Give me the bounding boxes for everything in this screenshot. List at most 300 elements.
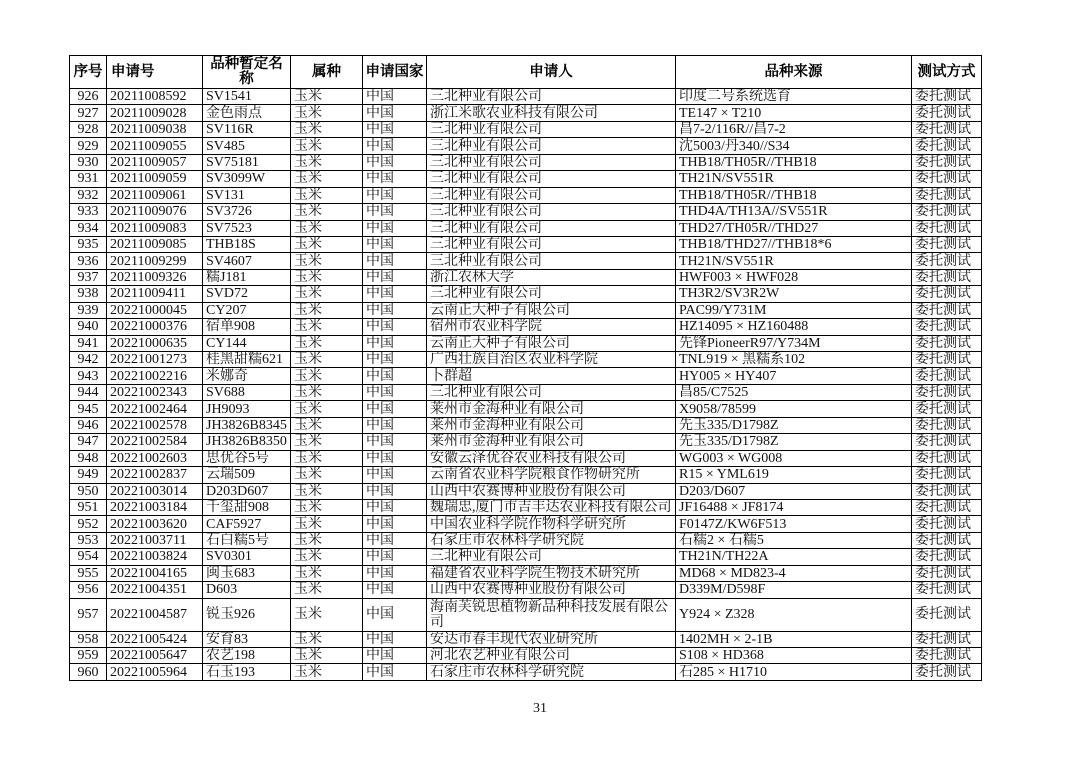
- cell-country: 中国: [363, 549, 427, 565]
- table-row: [70, 368, 982, 384]
- cell-applicant: 三北种业有限公司: [427, 89, 676, 105]
- table-row: [70, 467, 982, 483]
- cell-test-method: 委托测试: [912, 483, 982, 499]
- cell-test-method: 委托测试: [912, 335, 982, 351]
- cell-origin: 先玉335/D1798Z: [676, 434, 912, 450]
- cell-origin: HZ14095 × HZ160488: [676, 319, 912, 335]
- cell-country: 中国: [363, 335, 427, 351]
- cell-seq: 932: [70, 187, 107, 203]
- cell-country: 中国: [363, 253, 427, 269]
- cell-application-no: 20221005964: [107, 664, 203, 680]
- cell-country: 中国: [363, 565, 427, 581]
- cell-country: 中国: [363, 302, 427, 318]
- cell-genus: 玉米: [291, 269, 363, 285]
- cell-variety-name: SV131: [203, 187, 291, 203]
- cell-applicant: 河北农艺种业有限公司: [427, 648, 676, 664]
- cell-genus: 玉米: [291, 516, 363, 532]
- cell-origin: 石285 × H1710: [676, 664, 912, 680]
- table-row: [70, 269, 982, 285]
- cell-seq: 931: [70, 171, 107, 187]
- cell-test-method: 委托测试: [912, 236, 982, 252]
- cell-origin: 昌85/C7525: [676, 384, 912, 400]
- cell-test-method: 委托测试: [912, 549, 982, 565]
- cell-country: 中国: [363, 384, 427, 400]
- cell-origin: THB18/THD27//THB18*6: [676, 236, 912, 252]
- cell-application-no: 20221003620: [107, 516, 203, 532]
- cell-applicant: 三北种业有限公司: [427, 187, 676, 203]
- cell-country: 中国: [363, 467, 427, 483]
- cell-test-method: 委托测试: [912, 154, 982, 170]
- cell-genus: 玉米: [291, 335, 363, 351]
- cell-genus: 玉米: [291, 417, 363, 433]
- cell-applicant: 莱州市金海种业有限公司: [427, 401, 676, 417]
- cell-variety-name: 糯J181: [203, 269, 291, 285]
- cell-test-method: 委托测试: [912, 450, 982, 466]
- cell-origin: THD4A/TH13A//SV551R: [676, 204, 912, 220]
- cell-application-no: 20221003184: [107, 499, 203, 515]
- cell-genus: 玉米: [291, 450, 363, 466]
- cell-origin: 1402MH × 2-1B: [676, 631, 912, 647]
- cell-origin: F0147Z/KW6F513: [676, 516, 912, 532]
- cell-country: 中国: [363, 434, 427, 450]
- table-row: [70, 516, 982, 532]
- table-header-row: [70, 56, 982, 89]
- table-row: [70, 89, 982, 105]
- cell-test-method: 委托测试: [912, 220, 982, 236]
- cell-variety-name: SV3099W: [203, 171, 291, 187]
- cell-application-no: 20221002837: [107, 467, 203, 483]
- cell-seq: 939: [70, 302, 107, 318]
- table-row: [70, 236, 982, 252]
- cell-applicant: 山西中农赛博种业股份有限公司: [427, 582, 676, 598]
- cell-seq: 936: [70, 253, 107, 269]
- cell-origin: JF16488 × JF8174: [676, 499, 912, 515]
- table-row: [70, 352, 982, 368]
- cell-application-no: 20211009085: [107, 236, 203, 252]
- cell-seq: 953: [70, 532, 107, 548]
- cell-application-no: 20221005424: [107, 631, 203, 647]
- header-test-method: 测试方式: [912, 56, 982, 89]
- cell-test-method: 委托测试: [912, 253, 982, 269]
- cell-genus: 玉米: [291, 368, 363, 384]
- cell-origin: TE147 × T210: [676, 105, 912, 121]
- cell-test-method: 委托测试: [912, 286, 982, 302]
- cell-applicant: 石家庄市农林科学研究院: [427, 664, 676, 680]
- cell-variety-name: CY144: [203, 335, 291, 351]
- table-row: [70, 319, 982, 335]
- cell-seq: 930: [70, 154, 107, 170]
- table-body: [70, 89, 982, 681]
- cell-applicant: 三北种业有限公司: [427, 204, 676, 220]
- cell-origin: TH3R2/SV3R2W: [676, 286, 912, 302]
- table-row: [70, 631, 982, 647]
- cell-seq: 944: [70, 384, 107, 400]
- cell-origin: 先玉335/D1798Z: [676, 417, 912, 433]
- cell-origin: 先锋PioneerR97/Y734M: [676, 335, 912, 351]
- cell-test-method: 委托测试: [912, 368, 982, 384]
- cell-genus: 玉米: [291, 236, 363, 252]
- cell-country: 中国: [363, 220, 427, 236]
- cell-origin: WG003 × WG008: [676, 450, 912, 466]
- cell-seq: 934: [70, 220, 107, 236]
- table-row: [70, 648, 982, 664]
- cell-genus: 玉米: [291, 253, 363, 269]
- cell-test-method: 委托测试: [912, 434, 982, 450]
- cell-seq: 950: [70, 483, 107, 499]
- cell-genus: 玉米: [291, 105, 363, 121]
- cell-applicant: 三北种业有限公司: [427, 253, 676, 269]
- cell-application-no: 20211008592: [107, 89, 203, 105]
- cell-applicant: 三北种业有限公司: [427, 286, 676, 302]
- cell-genus: 玉米: [291, 204, 363, 220]
- cell-applicant: 三北种业有限公司: [427, 220, 676, 236]
- cell-application-no: 20221004165: [107, 565, 203, 581]
- header-applicant: 申请人: [427, 56, 676, 89]
- cell-origin: TH21N/SV551R: [676, 171, 912, 187]
- cell-variety-name: 宿单908: [203, 319, 291, 335]
- cell-country: 中国: [363, 401, 427, 417]
- cell-application-no: 20211009411: [107, 286, 203, 302]
- cell-test-method: 委托测试: [912, 319, 982, 335]
- cell-test-method: 委托测试: [912, 467, 982, 483]
- table-row: [70, 253, 982, 269]
- cell-application-no: 20221000635: [107, 335, 203, 351]
- cell-test-method: 委托测试: [912, 302, 982, 318]
- cell-variety-name: SV116R: [203, 121, 291, 137]
- cell-application-no: 20221002584: [107, 434, 203, 450]
- cell-applicant: 海南芙锐思植物新品种科技发展有限公司: [427, 598, 676, 631]
- cell-application-no: 20221002343: [107, 384, 203, 400]
- cell-application-no: 20221002603: [107, 450, 203, 466]
- table-row: [70, 664, 982, 680]
- cell-applicant: 莱州市金海种业有限公司: [427, 434, 676, 450]
- cell-applicant: 安徽云泽优谷农业科技有限公司: [427, 450, 676, 466]
- cell-seq: 960: [70, 664, 107, 680]
- cell-variety-name: 金色雨点: [203, 105, 291, 121]
- cell-applicant: 三北种业有限公司: [427, 549, 676, 565]
- cell-seq: 927: [70, 105, 107, 121]
- cell-test-method: 委托测试: [912, 516, 982, 532]
- table-row: [70, 171, 982, 187]
- cell-genus: 玉米: [291, 220, 363, 236]
- table-row: [70, 220, 982, 236]
- cell-applicant: 云南省农业科学院粮食作物研究所: [427, 467, 676, 483]
- cell-variety-name: 农艺198: [203, 648, 291, 664]
- page-number: 31: [533, 701, 547, 716]
- cell-genus: 玉米: [291, 89, 363, 105]
- cell-applicant: 广西壮族自治区农业科学院: [427, 352, 676, 368]
- cell-genus: 玉米: [291, 664, 363, 680]
- cell-applicant: 三北种业有限公司: [427, 121, 676, 137]
- cell-variety-name: JH9093: [203, 401, 291, 417]
- cell-seq: 942: [70, 352, 107, 368]
- cell-origin: Y924 × Z328: [676, 598, 912, 631]
- cell-origin: THD27/TH05R//THD27: [676, 220, 912, 236]
- cell-application-no: 20211009038: [107, 121, 203, 137]
- cell-variety-name: SV75181: [203, 154, 291, 170]
- cell-origin: 印度二号系统选育: [676, 89, 912, 105]
- cell-variety-name: JH3826B8350: [203, 434, 291, 450]
- cell-origin: 石糯2 × 石糯5: [676, 532, 912, 548]
- cell-applicant: 浙江农林大学: [427, 269, 676, 285]
- cell-variety-name: 石玉193: [203, 664, 291, 680]
- table-row: [70, 154, 982, 170]
- cell-origin: HWF003 × HWF028: [676, 269, 912, 285]
- cell-seq: 945: [70, 401, 107, 417]
- table-row: [70, 384, 982, 400]
- table-row: [70, 499, 982, 515]
- cell-origin: D203/D607: [676, 483, 912, 499]
- cell-applicant: 卜群超: [427, 368, 676, 384]
- cell-genus: 玉米: [291, 352, 363, 368]
- cell-application-no: 20211009076: [107, 204, 203, 220]
- cell-seq: 955: [70, 565, 107, 581]
- cell-variety-name: SV688: [203, 384, 291, 400]
- cell-applicant: 三北种业有限公司: [427, 154, 676, 170]
- cell-test-method: 委托测试: [912, 401, 982, 417]
- cell-application-no: 20221001273: [107, 352, 203, 368]
- cell-genus: 玉米: [291, 631, 363, 647]
- cell-test-method: 委托测试: [912, 565, 982, 581]
- cell-variety-name: SV3726: [203, 204, 291, 220]
- cell-country: 中国: [363, 236, 427, 252]
- cell-variety-name: D203D607: [203, 483, 291, 499]
- cell-origin: TH21N/TH22A: [676, 549, 912, 565]
- cell-applicant: 浙江米歌农业科技有限公司: [427, 105, 676, 121]
- cell-applicant: 石家庄市农林科学研究院: [427, 532, 676, 548]
- cell-test-method: 委托测试: [912, 187, 982, 203]
- cell-country: 中国: [363, 417, 427, 433]
- cell-seq: 947: [70, 434, 107, 450]
- cell-test-method: 委托测试: [912, 582, 982, 598]
- table-row: [70, 121, 982, 137]
- cell-application-no: 20221003014: [107, 483, 203, 499]
- table-row: [70, 105, 982, 121]
- cell-seq: 959: [70, 648, 107, 664]
- cell-variety-name: SV4607: [203, 253, 291, 269]
- cell-country: 中国: [363, 105, 427, 121]
- cell-application-no: 20221004351: [107, 582, 203, 598]
- cell-country: 中国: [363, 154, 427, 170]
- cell-country: 中国: [363, 121, 427, 137]
- cell-genus: 玉米: [291, 286, 363, 302]
- cell-country: 中国: [363, 450, 427, 466]
- cell-application-no: 20221002464: [107, 401, 203, 417]
- cell-application-no: 20211009057: [107, 154, 203, 170]
- cell-variety-name: 安育83: [203, 631, 291, 647]
- cell-variety-name: 闽玉683: [203, 565, 291, 581]
- cell-seq: 933: [70, 204, 107, 220]
- cell-origin: HY005 × HY407: [676, 368, 912, 384]
- cell-variety-name: JH3826B8345: [203, 417, 291, 433]
- cell-country: 中国: [363, 138, 427, 154]
- table-row: [70, 483, 982, 499]
- table-row: [70, 598, 982, 631]
- cell-application-no: 20221000376: [107, 319, 203, 335]
- cell-genus: 玉米: [291, 467, 363, 483]
- cell-application-no: 20211009083: [107, 220, 203, 236]
- cell-country: 中国: [363, 664, 427, 680]
- cell-origin: D339M/D598F: [676, 582, 912, 598]
- cell-country: 中国: [363, 352, 427, 368]
- cell-application-no: 20221000045: [107, 302, 203, 318]
- cell-country: 中国: [363, 516, 427, 532]
- cell-genus: 玉米: [291, 549, 363, 565]
- cell-variety-name: SV7523: [203, 220, 291, 236]
- table-row: [70, 532, 982, 548]
- cell-genus: 玉米: [291, 401, 363, 417]
- cell-seq: 937: [70, 269, 107, 285]
- cell-seq: 926: [70, 89, 107, 105]
- cell-seq: 952: [70, 516, 107, 532]
- cell-genus: 玉米: [291, 434, 363, 450]
- cell-applicant: 三北种业有限公司: [427, 384, 676, 400]
- cell-test-method: 委托测试: [912, 171, 982, 187]
- cell-genus: 玉米: [291, 565, 363, 581]
- cell-genus: 玉米: [291, 302, 363, 318]
- cell-genus: 玉米: [291, 648, 363, 664]
- cell-applicant: 莱州市金海种业有限公司: [427, 417, 676, 433]
- cell-variety-name: THB18S: [203, 236, 291, 252]
- cell-seq: 951: [70, 499, 107, 515]
- cell-variety-name: CY207: [203, 302, 291, 318]
- cell-test-method: 委托测试: [912, 204, 982, 220]
- cell-variety-name: 云瑞509: [203, 467, 291, 483]
- cell-test-method: 委托测试: [912, 532, 982, 548]
- cell-genus: 玉米: [291, 598, 363, 631]
- cell-origin: 沈5003/丹340//S34: [676, 138, 912, 154]
- cell-application-no: 20211009326: [107, 269, 203, 285]
- cell-country: 中国: [363, 648, 427, 664]
- cell-origin: TNL919 × 黑糯系102: [676, 352, 912, 368]
- cell-applicant: 三北种业有限公司: [427, 138, 676, 154]
- cell-applicant: 云南正大种子有限公司: [427, 335, 676, 351]
- cell-genus: 玉米: [291, 499, 363, 515]
- header-country: 申请国家: [363, 56, 427, 89]
- header-seq: 序号: [70, 56, 107, 89]
- cell-country: 中国: [363, 89, 427, 105]
- cell-application-no: 20221003711: [107, 532, 203, 548]
- cell-country: 中国: [363, 582, 427, 598]
- cell-application-no: 20211009055: [107, 138, 203, 154]
- cell-test-method: 委托测试: [912, 384, 982, 400]
- cell-origin: THB18/TH05R//THB18: [676, 187, 912, 203]
- cell-country: 中国: [363, 631, 427, 647]
- cell-genus: 玉米: [291, 483, 363, 499]
- cell-variety-name: D603: [203, 582, 291, 598]
- cell-applicant: 山西中农赛博种业股份有限公司: [427, 483, 676, 499]
- cell-country: 中国: [363, 171, 427, 187]
- header-variety-name: 品种暂定名称: [203, 56, 291, 89]
- cell-genus: 玉米: [291, 171, 363, 187]
- cell-genus: 玉米: [291, 138, 363, 154]
- cell-variety-name: SV485: [203, 138, 291, 154]
- cell-seq: 943: [70, 368, 107, 384]
- cell-application-no: 20221005647: [107, 648, 203, 664]
- cell-seq: 957: [70, 598, 107, 631]
- cell-seq: 941: [70, 335, 107, 351]
- cell-applicant: 云南正大种子有限公司: [427, 302, 676, 318]
- cell-seq: 940: [70, 319, 107, 335]
- cell-origin: X9058/78599: [676, 401, 912, 417]
- cell-applicant: 三北种业有限公司: [427, 236, 676, 252]
- cell-seq: 949: [70, 467, 107, 483]
- cell-application-no: 20211009028: [107, 105, 203, 121]
- table-row: [70, 335, 982, 351]
- cell-genus: 玉米: [291, 319, 363, 335]
- cell-seq: 956: [70, 582, 107, 598]
- cell-genus: 玉米: [291, 121, 363, 137]
- cell-variety-name: SVD72: [203, 286, 291, 302]
- cell-country: 中国: [363, 319, 427, 335]
- cell-applicant: 宿州市农业科学院: [427, 319, 676, 335]
- header-application-no: 申请号: [107, 56, 203, 89]
- cell-applicant: 三北种业有限公司: [427, 171, 676, 187]
- cell-variety-name: 锐玉926: [203, 598, 291, 631]
- cell-genus: 玉米: [291, 154, 363, 170]
- cell-variety-name: SV1541: [203, 89, 291, 105]
- cell-application-no: 20211009059: [107, 171, 203, 187]
- data-table: [69, 55, 982, 681]
- cell-seq: 929: [70, 138, 107, 154]
- cell-test-method: 委托测试: [912, 352, 982, 368]
- cell-seq: 958: [70, 631, 107, 647]
- cell-seq: 948: [70, 450, 107, 466]
- cell-application-no: 20221002216: [107, 368, 203, 384]
- cell-test-method: 委托测试: [912, 89, 982, 105]
- cell-variety-name: SV0301: [203, 549, 291, 565]
- cell-test-method: 委托测试: [912, 105, 982, 121]
- table-row: [70, 417, 982, 433]
- table-row: [70, 582, 982, 598]
- cell-genus: 玉米: [291, 187, 363, 203]
- table-row: [70, 138, 982, 154]
- cell-variety-name: 石白糯5号: [203, 532, 291, 548]
- cell-variety-name: 千玺甜908: [203, 499, 291, 515]
- table-row: [70, 565, 982, 581]
- cell-test-method: 委托测试: [912, 631, 982, 647]
- cell-country: 中国: [363, 204, 427, 220]
- table-row: [70, 187, 982, 203]
- cell-seq: 938: [70, 286, 107, 302]
- cell-application-no: 20221002578: [107, 417, 203, 433]
- table-row: [70, 286, 982, 302]
- cell-country: 中国: [363, 483, 427, 499]
- cell-country: 中国: [363, 598, 427, 631]
- cell-country: 中国: [363, 187, 427, 203]
- cell-test-method: 委托测试: [912, 499, 982, 515]
- table-row: [70, 450, 982, 466]
- cell-origin: R15 × YML619: [676, 467, 912, 483]
- cell-origin: PAC99/Y731M: [676, 302, 912, 318]
- table-row: [70, 434, 982, 450]
- cell-seq: 935: [70, 236, 107, 252]
- cell-genus: 玉米: [291, 384, 363, 400]
- cell-country: 中国: [363, 499, 427, 515]
- cell-variety-name: 米娜奇: [203, 368, 291, 384]
- header-genus: 属种: [291, 56, 363, 89]
- cell-test-method: 委托测试: [912, 598, 982, 631]
- cell-application-no: 20211009061: [107, 187, 203, 203]
- cell-application-no: 20211009299: [107, 253, 203, 269]
- cell-seq: 946: [70, 417, 107, 433]
- table-row: [70, 401, 982, 417]
- cell-test-method: 委托测试: [912, 138, 982, 154]
- cell-applicant: 魏瑞忠,厦门市吉丰达农业科技有限公司: [427, 499, 676, 515]
- cell-country: 中国: [363, 269, 427, 285]
- cell-country: 中国: [363, 532, 427, 548]
- cell-test-method: 委托测试: [912, 269, 982, 285]
